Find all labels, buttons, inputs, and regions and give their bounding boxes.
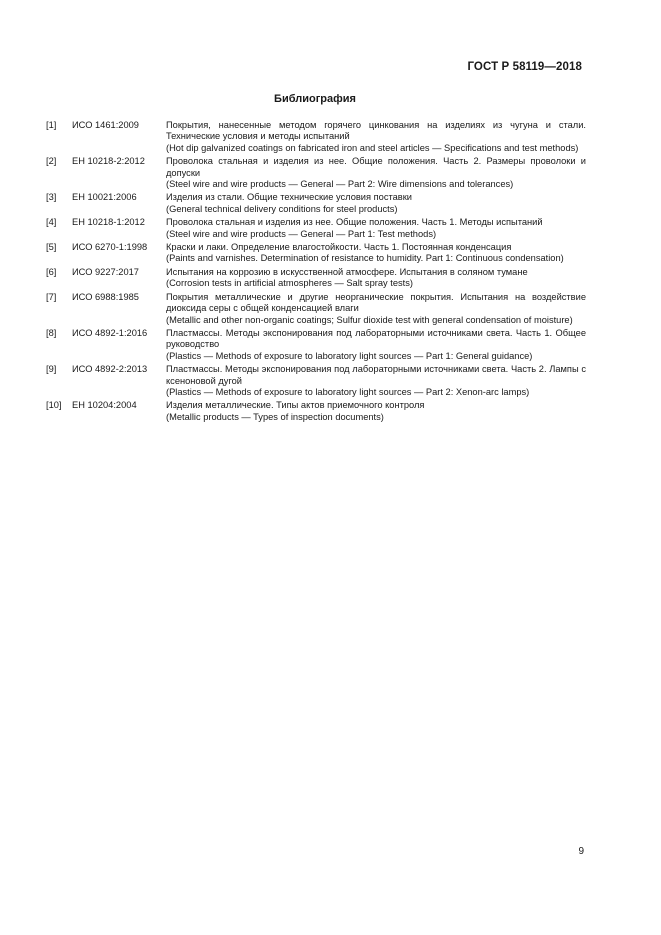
- entry-number: [1]: [46, 120, 57, 130]
- entry-standard: ЕН 10204:2004: [72, 400, 137, 411]
- entry-body: [166, 328, 586, 362]
- bibliography-entry: [46, 242, 586, 265]
- entry-standard: ЕН 10218-1:2012: [72, 217, 145, 228]
- entry-title-ru: Испытания на коррозию в искусственной атмосфере. Испытания в соляном тумане: [166, 266, 528, 277]
- bibliography-entry: [46, 364, 586, 398]
- entry-body: [166, 120, 586, 154]
- entry-standard: ИСО 9227:2017: [72, 266, 139, 277]
- entry-body: [166, 192, 586, 215]
- entry-standard: ИСО 1461:2009: [72, 120, 139, 130]
- entry-title-ru: Проволока стальная и изделия из нее. Общие положения. Часть 1. Методы испытаний: [166, 217, 543, 228]
- entry-body: [166, 267, 586, 290]
- entry-title-en: (Hot dip galvanized coatings on fabricated iron and steel articles — Specifications and test methods): [166, 142, 579, 153]
- entry-title-en: (General technical delivery conditions for steel products): [166, 203, 398, 214]
- entry-title-ru: Изделия металлические. Типы актов приемочного контроля: [166, 400, 425, 411]
- entry-number: [2]: [46, 156, 57, 167]
- document-id: ГОСТ Р 58119—2018: [467, 61, 582, 73]
- entry-number: [4]: [46, 217, 57, 228]
- entry-number: [5]: [46, 242, 57, 253]
- entry-title-ru: Изделия из стали. Общие технические условия поставки: [166, 192, 412, 203]
- entry-standard: ЕН 10021:2006: [72, 192, 137, 203]
- entry-title-en: (Steel wire and wire products — General — Part 2: Wire dimensions and tolerances): [166, 179, 514, 190]
- entry-title-en: (Paints and varnishes. Determination of resistance to humidity. Part 1: Continuous condensation): [166, 253, 564, 264]
- entry-body: [166, 217, 586, 240]
- entry-number: [8]: [46, 327, 57, 338]
- entry-body: [166, 364, 586, 398]
- entry-standard: ЕН 10218-2:2012: [72, 156, 145, 167]
- entry-number: [3]: [46, 192, 57, 203]
- entry-title-ru: Покрытия, нанесенные методом горячего цинкования на изделиях из чугуна и стали. Технические условия и методы испытаний: [166, 120, 586, 142]
- entry-body: [166, 292, 586, 326]
- bibliography-entry: [46, 328, 586, 362]
- entry-title-en: (Plastics — Methods of exposure to laboratory light sources — Part 1: General guidance): [166, 350, 533, 361]
- entry-title-en: (Metallic products — Types of inspection documents): [166, 411, 384, 422]
- entry-title-ru: Краски и лаки. Определение влагостойкости. Часть 1. Постоянная конденсация: [166, 242, 512, 253]
- entry-standard: ИСО 4892-1:2016: [72, 327, 148, 338]
- entry-body: [166, 156, 586, 190]
- entry-title-ru: Проволока стальная и изделия из нее. Общие положения. Часть 2. Размеры проволоки и допуски: [166, 156, 586, 178]
- bibliography-entry: [46, 292, 586, 326]
- entry-title-ru: Покрытия металлические и другие неорганические покрытия. Испытания на воздействие диоксида серы с общей конденсацией влаги: [166, 291, 586, 314]
- bibliography-entry: [46, 267, 586, 290]
- entry-number: [7]: [46, 291, 57, 302]
- page-number: 9: [578, 846, 584, 857]
- bibliography-entry: [46, 192, 586, 215]
- entry-body: [166, 242, 586, 265]
- bibliography-title: Библиография: [274, 93, 356, 105]
- entry-title-en: (Steel wire and wire products — General — Part 1: Test methods): [166, 228, 437, 239]
- bibliography-entry: [46, 400, 586, 423]
- entry-title-ru: Пластмассы. Методы экспонирования под лабораторными источниками света. Часть 1. Общее руководство: [166, 327, 586, 350]
- entry-title-en: (Corrosion tests in artificial atmospheres — Salt spray tests): [166, 278, 413, 289]
- entry-title-en: (Metallic and other non-organic coatings; Sulfur dioxide test with general condensation of moisture): [166, 314, 573, 325]
- bibliography-entry: [46, 156, 586, 190]
- entry-number: [9]: [46, 364, 57, 375]
- entry-standard: ИСО 4892-2:2013: [72, 364, 148, 375]
- entry-number: [6]: [46, 266, 57, 277]
- entry-body: [166, 400, 586, 423]
- bibliography-list: [46, 120, 586, 425]
- entry-standard: ИСО 6988:1985: [72, 291, 139, 302]
- entry-title-en: (Plastics — Methods of exposure to laboratory light sources — Part 2: Xenon-arc lamps): [166, 386, 530, 397]
- entry-title-ru: Пластмассы. Методы экспонирования под лабораторными источниками света. Часть 2. Лампы с ксеноновой дугой: [166, 364, 586, 386]
- bibliography-entry: [46, 217, 586, 240]
- entry-number: [10]: [46, 400, 62, 411]
- bibliography-entry: [46, 120, 586, 154]
- entry-standard: ИСО 6270-1:1998: [72, 242, 148, 253]
